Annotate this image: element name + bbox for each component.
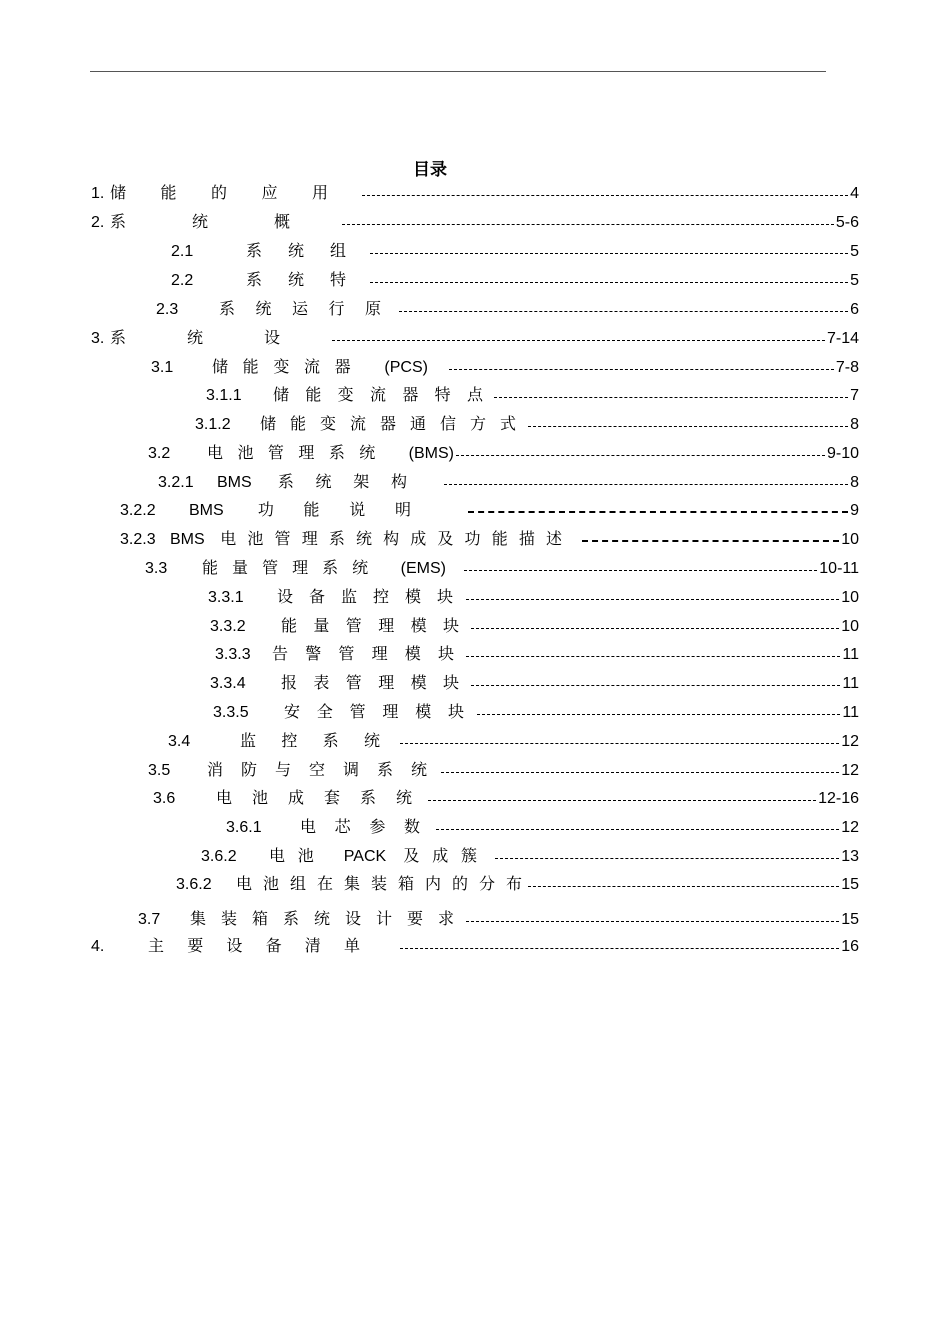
toc-entry[interactable] [208,587,859,609]
toc-entry-page: 8 [850,416,859,433]
toc-entry[interactable] [210,616,859,638]
toc-entry-page: 5 [850,243,859,260]
toc-entry[interactable] [91,183,859,205]
toc-entry-page: 5 [850,272,859,289]
toc-entry[interactable] [226,817,859,839]
toc-entry-label: 电池成套系统 [216,790,412,807]
toc-entry-number: 3.3 [145,560,168,577]
toc-entry-page: 12-16 [818,790,859,807]
toc-leader-dots [362,195,848,196]
toc-entry-page: 4 [850,185,859,202]
toc-entry[interactable] [210,673,859,695]
toc-entry-label: 储能变流器通信方式 [260,416,516,433]
toc-entry[interactable] [148,443,859,465]
toc-entry-number: 3.6.2 [176,876,212,893]
toc-entry-number: 3.4 [168,733,191,750]
toc-leader-dots [444,484,848,485]
toc-entry-number: 1. [91,185,105,202]
toc-leader-dots [528,426,848,427]
toc-entry[interactable] [215,644,859,666]
toc-leader-dots [466,921,839,922]
toc-entry-label: BMS 功能说明 [189,502,411,519]
toc-entry-number: 2.1 [171,243,194,260]
toc-entry[interactable] [120,500,859,522]
toc-entry-page: 15 [841,876,859,893]
toc-entry[interactable] [156,299,859,321]
toc-entry-page: 11 [842,675,859,692]
toc-entry-number: 3.6 [153,790,176,807]
toc-leader-dots [477,714,840,715]
toc-entry-label: 设备监控模块 [277,589,453,606]
toc-entry-label: 消防与空调系统 [207,762,427,779]
toc-leader-dots [332,340,825,341]
toc-entry[interactable] [145,558,859,580]
toc-entry[interactable] [91,328,859,350]
toc-entry-number: 3.6.2 [201,848,237,865]
toc-entry-page: 12 [841,762,859,779]
toc-leader-dots [471,685,840,686]
toc-entry-label: 电池 PACK 及成簇 [269,848,477,865]
toc-leader-dots [466,599,839,600]
toc-leader-dots [449,369,834,370]
toc-entry[interactable] [153,788,859,810]
toc-entry-number: 3.1.2 [195,416,231,433]
toc-entry[interactable] [176,874,859,896]
toc-leader-dots [370,282,848,283]
toc-leader-dots [342,224,834,225]
toc-entry[interactable] [171,241,859,263]
toc-entry-label: 系统运行原 [219,301,381,318]
toc-leader-dots [400,948,839,949]
toc-entry[interactable] [138,909,859,931]
toc-entry-label: 储能变流器特点 [273,387,483,404]
toc-entry-number: 3.7 [138,911,161,928]
toc-entry[interactable] [168,731,859,753]
toc-entry-number: 3.2.2 [120,502,156,519]
toc-leader-dots [495,858,839,859]
toc-leader-dots [441,772,839,773]
toc-leader-dots [494,397,848,398]
toc-entry[interactable] [201,846,859,868]
toc-entry-page: 10-11 [819,560,859,577]
toc-entry[interactable] [151,357,859,379]
toc-entry-label: 能量管理模块 [281,618,459,635]
toc-entry[interactable] [171,270,859,292]
toc-leader-dots [464,570,817,571]
toc-entry-number: 3.2 [148,445,171,462]
toc-entry-page: 15 [841,911,859,928]
toc-entry[interactable] [158,472,859,494]
toc-entry-number: 3.6.1 [226,819,262,836]
toc-entry-label: 储能的应用 [110,185,328,202]
toc-entry-label: 系统组 [246,243,346,260]
toc-entry-label: 系统特 [246,272,346,289]
toc-leader-dots [468,511,848,513]
toc-entry-number: 2.3 [156,301,179,318]
toc-leader-dots [428,800,816,801]
toc-entry-page: 8 [850,474,859,491]
toc-entry-label: 系统概 [110,214,290,231]
toc-leader-dots [456,455,825,456]
toc-entry-page: 6 [850,301,859,318]
toc-entry-page: 11 [842,704,859,721]
toc-entry-page: 9 [850,502,859,519]
toc-entry-page: 16 [841,938,859,955]
toc-entry-number: 3.1.1 [206,387,242,404]
toc-leader-dots [436,829,839,830]
toc-entry-label: 安全管理模块 [284,704,464,721]
toc-entry-number: 3.3.5 [213,704,249,721]
toc-entry-page: 7-14 [826,330,859,347]
toc-leader-dots [400,743,839,744]
toc-entry-page: 11 [842,646,859,663]
toc-entry[interactable] [120,529,859,551]
toc-entry-label: 监控系统 [240,733,380,750]
toc-entry-number: 3.3.3 [215,646,251,663]
toc-entry[interactable] [91,936,859,958]
toc-title: 目录 [413,160,447,179]
toc-leader-dots [370,253,848,254]
toc-entry-number: 3.1 [151,359,174,376]
toc-leader-dots [528,886,839,887]
toc-entry-page: 10 [841,589,859,606]
toc-entry[interactable] [213,702,859,724]
toc-entry-label: 系统设 [110,330,280,347]
toc-entry-page: 13 [841,848,859,865]
toc-entry-label: 告警管理模块 [272,646,454,663]
toc-entry-label: 能量管理系统 (EMS) [202,560,446,577]
toc-entry-label: 电池管理系统 (BMS) [207,445,454,462]
toc-entry[interactable] [148,760,859,782]
toc-entry-label: BMS 电池管理系统构成及功能描述 [170,531,562,548]
toc-entry-number: 3.3.1 [208,589,244,606]
toc-leader-dots [399,311,848,312]
toc-entry-label: 集装箱系统设计要求 [190,911,454,928]
toc-entry-page: 5-6 [835,214,859,231]
toc-entry-page: 10 [841,531,859,548]
toc-entry-number: 3.3.4 [210,675,246,692]
toc-entry-page: 7-8 [835,359,859,376]
toc-entry[interactable] [195,414,859,436]
toc-entry-number: 3.3.2 [210,618,246,635]
toc-entry-number: 3.5 [148,762,171,779]
toc-entry[interactable] [206,385,859,407]
toc-entry-page: 10 [841,618,859,635]
toc-entry-page: 12 [841,819,859,836]
toc-leader-dots [466,656,840,657]
toc-entry-number: 3.2.3 [120,531,156,548]
toc-leader-dots [471,628,839,629]
toc-entry-number: 3.2.1 [158,474,194,491]
toc-entry-number: 3. [91,330,105,347]
toc-entry-label: 报表管理模块 [281,675,459,692]
toc-entry-number: 2. [91,214,105,231]
toc-entry-label: 电池组在集装箱内的分布 [236,876,522,893]
toc-entry[interactable] [91,212,859,234]
toc-entry-number: 4. [91,938,105,955]
toc-entry-label: 储能变流器 (PCS) [212,359,428,376]
toc-entry-page: 9-10 [826,445,859,462]
toc-entry-label: BMS 系统架构 [217,474,407,491]
toc-entry-number: 2.2 [171,272,194,289]
toc-entry-page: 12 [841,733,859,750]
toc-leader-dots [582,540,839,542]
toc-entry-label: 主要设备清单 [148,938,360,955]
toc-entry-label: 电芯参数 [300,819,420,836]
toc-entry-page: 7 [850,387,859,404]
